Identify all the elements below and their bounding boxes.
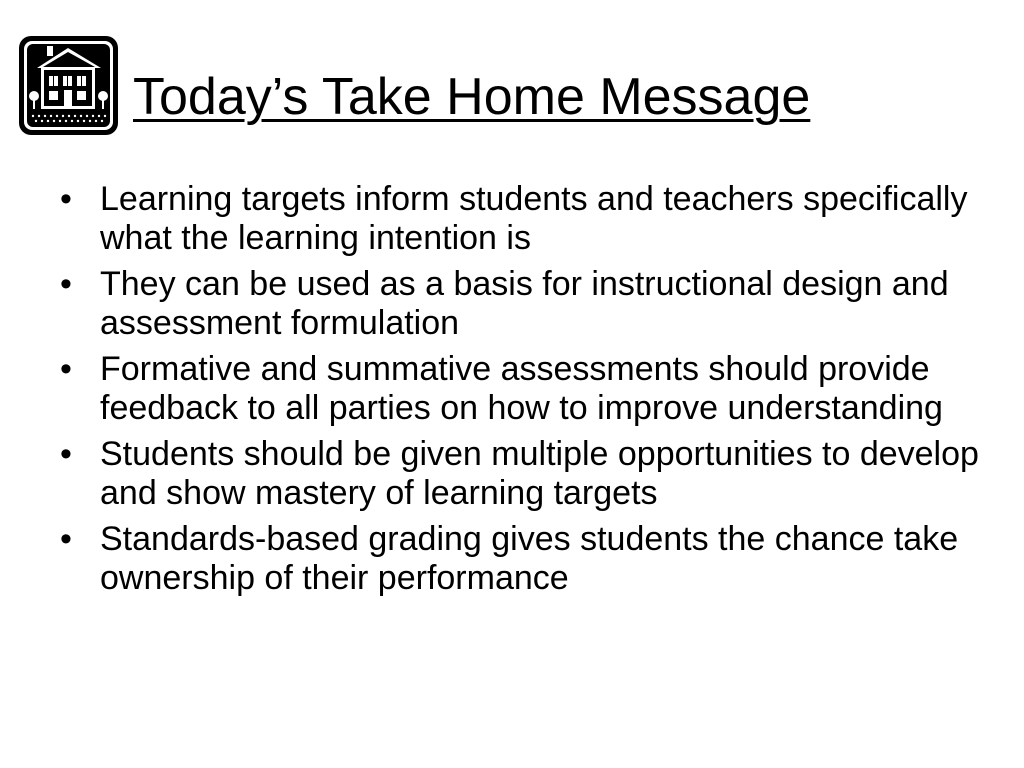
bullet-symbol: • (60, 180, 72, 218)
bullet-symbol: • (60, 265, 72, 303)
bullet-symbol: • (60, 350, 72, 388)
bullet-symbol: • (60, 435, 72, 473)
bullet-item (60, 520, 990, 597)
bullet-text: Formative and summative assessments should provide feedback to all parties on how to improve understanding (100, 350, 943, 427)
bullet-item (60, 350, 990, 427)
bullet-item (60, 265, 990, 342)
slide-title: Today’s Take Home Message (133, 68, 811, 126)
bullet-text: Standards-based grading gives students the chance take ownership of their performance (100, 520, 959, 597)
bullet-text: They can be used as a basis for instructional design and assessment formulation (100, 265, 949, 342)
bullet-text: Learning targets inform students and teachers specifically what the learning intention is (100, 180, 968, 257)
bullet-list (60, 180, 990, 605)
bullet-symbol: • (60, 520, 72, 558)
bullet-text: Students should be given multiple opportunities to develop and show mastery of learning targets (100, 435, 979, 512)
bullet-item (60, 435, 990, 512)
house-icon (17, 34, 120, 137)
bullet-item (60, 180, 990, 257)
